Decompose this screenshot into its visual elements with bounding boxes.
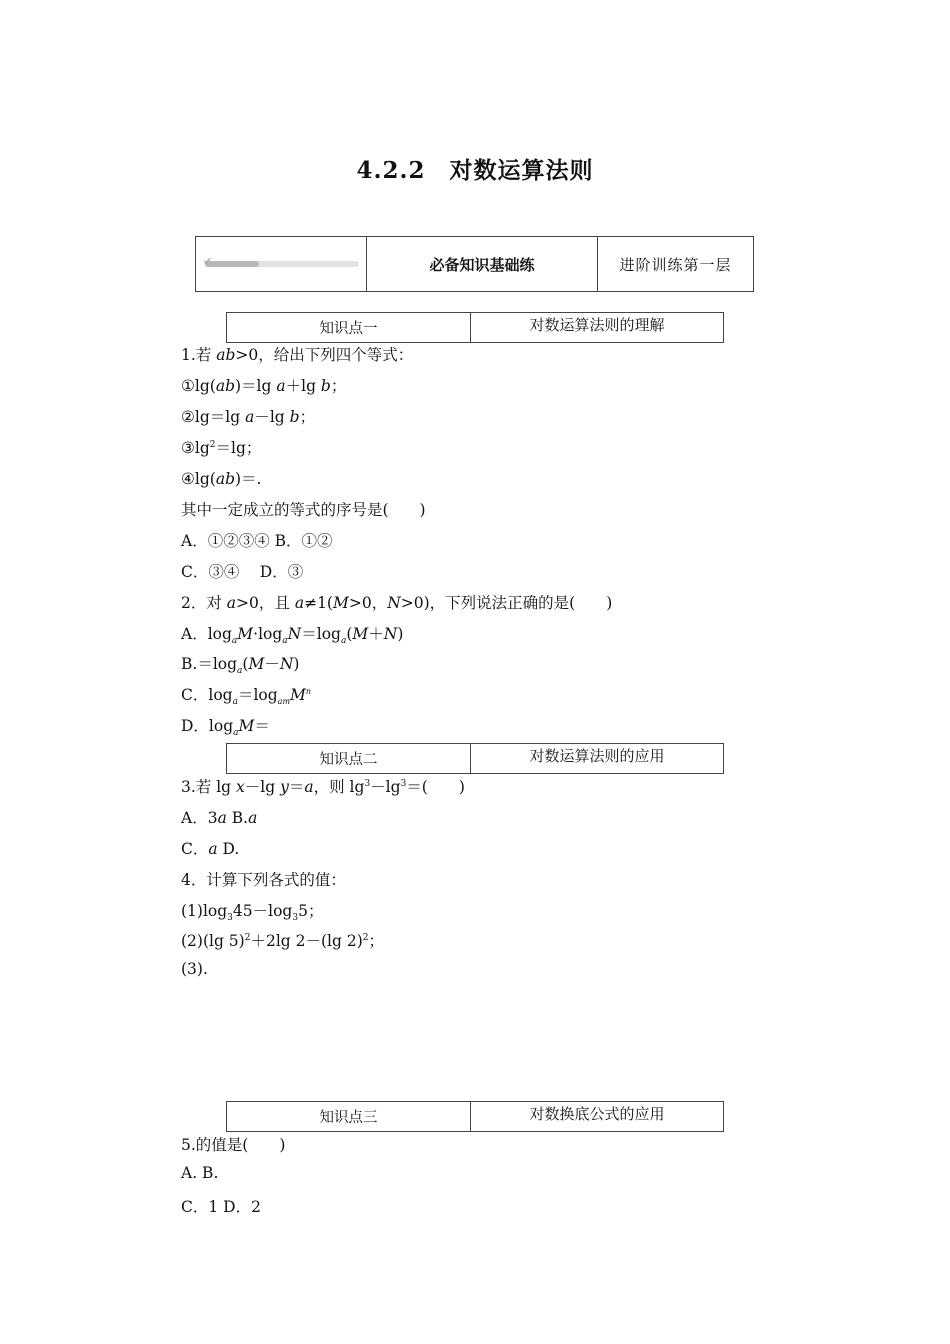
q3-stem: 3.若 lg x－lg y＝a，则 $\lg^3-\lg^3=$( ) bbox=[181, 778, 465, 796]
q1-stem: 1.若 ab>0，给出下列四个等式： bbox=[181, 346, 414, 364]
q2-option-c: C．$\log_a=\log_{am}M^n$ bbox=[181, 686, 312, 708]
q2-option-b: $B.=\log_a(M-N)$ bbox=[181, 655, 300, 677]
progress-bar bbox=[203, 255, 359, 268]
page-title: 4.2.2 对数运算法则 bbox=[356, 157, 594, 184]
q4-part-1: $(1)\log_345-\log_35$； bbox=[181, 902, 324, 924]
q4-part-2: (2)(lg 5)$^2$＋2lg 2－(lg 2)$^2$； bbox=[181, 932, 384, 950]
progress-fill bbox=[205, 261, 259, 267]
q1-options-cd: C．③④ D．③ bbox=[181, 563, 304, 581]
q5-options-ab: A. B. bbox=[181, 1164, 219, 1182]
knowledge-point-label: 知识点二 bbox=[227, 744, 471, 773]
q1-equation-4: ④lg(ab)＝. bbox=[181, 470, 262, 488]
q2-option-d: D．$\log_aM=$ bbox=[181, 717, 270, 739]
training-level: 进阶训练第一层 bbox=[619, 255, 732, 274]
knowledge-point-label: 知识点三 bbox=[227, 1102, 471, 1131]
q5-stem: 5.的值是( ) bbox=[181, 1136, 286, 1154]
knowledge-point-topic: 对数运算法则的应用 bbox=[529, 747, 665, 765]
knowledge-point-3 bbox=[226, 1101, 724, 1132]
q1-equation-3: $③\lg^2=\lg$； bbox=[181, 439, 262, 457]
progress-cell bbox=[196, 237, 367, 291]
q1-equation-2: ②lg＝lg a－lg b； bbox=[181, 408, 316, 426]
q2-option-a: A．$\log_aM\cdot\log_aN=\log_a(M+N)$ bbox=[181, 625, 404, 647]
knowledge-point-topic: 对数换底公式的应用 bbox=[529, 1105, 665, 1123]
section-name: 必备知识基础练 bbox=[367, 237, 598, 291]
q5-options-cd: C．1 D．2 bbox=[181, 1198, 261, 1216]
q4-stem: 4．计算下列各式的值： bbox=[181, 871, 346, 889]
knowledge-point-2 bbox=[226, 743, 724, 774]
check-icon: ✔ bbox=[203, 255, 213, 268]
q1-options-ab: A．①②③④ B．①② bbox=[181, 532, 333, 550]
knowledge-point-1 bbox=[226, 312, 724, 343]
q4-part-3: (3). bbox=[181, 960, 208, 978]
section-header-table bbox=[195, 236, 754, 292]
knowledge-point-label: 知识点一 bbox=[227, 313, 471, 342]
q1-equation-1: ①lg(ab)＝lg a＋lg b； bbox=[181, 377, 347, 395]
q3-options-cd: C．a D. bbox=[181, 840, 240, 858]
q3-options-ab: A．3a B.a bbox=[181, 809, 258, 827]
knowledge-point-topic: 对数运算法则的理解 bbox=[529, 316, 665, 334]
q1-question: 其中一定成立的等式的序号是( ) bbox=[181, 501, 426, 519]
q2-stem: 2．对 a>0，且 a≠1(M>0，N>0)，下列说法正确的是( ) bbox=[181, 594, 613, 612]
